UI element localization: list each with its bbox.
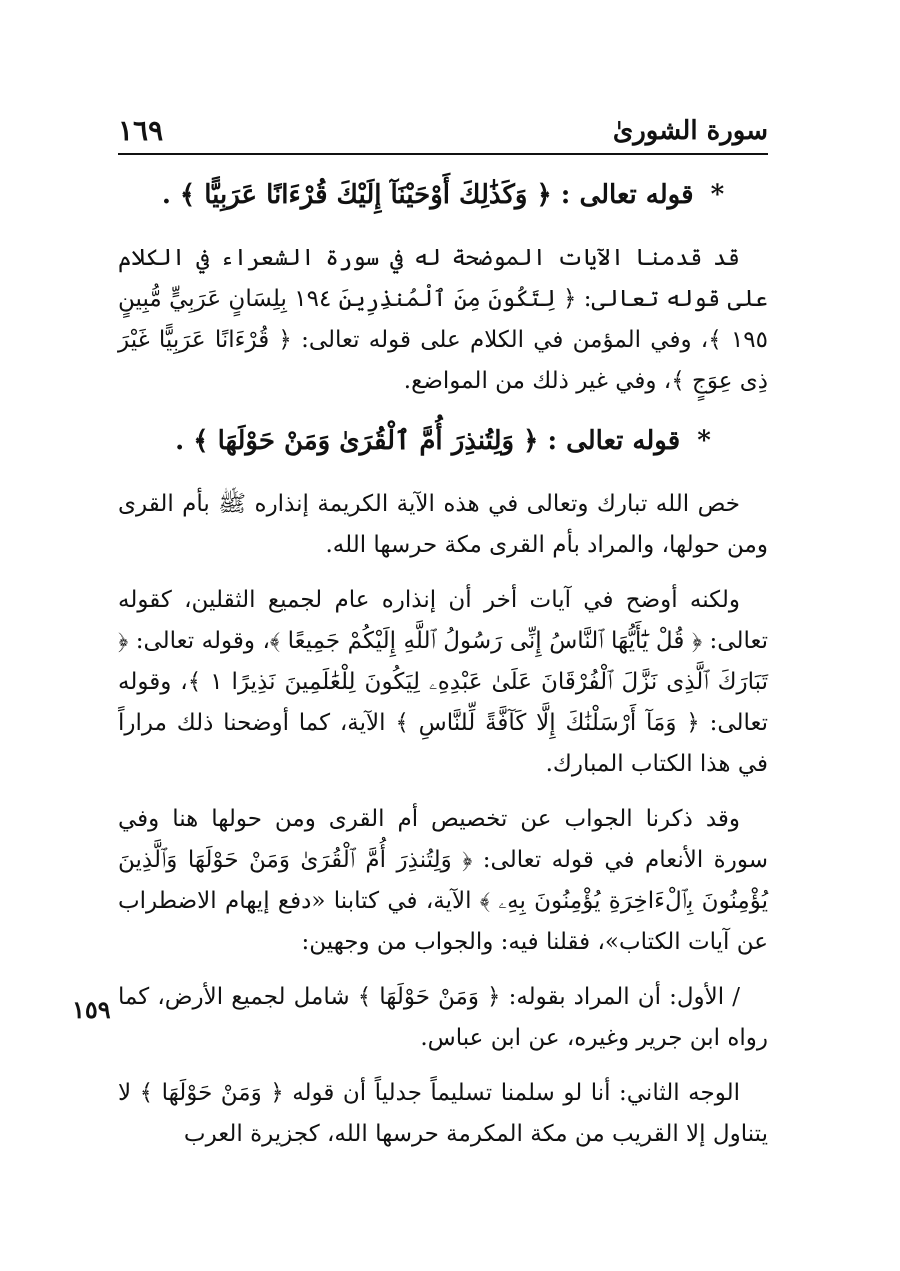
star-marker: * <box>710 180 725 210</box>
paragraph: قد قدمنا الآيات الموضحة له في سورة الشعراء في الكلام على قوله تعالى: ﴿ لِتَكُونَ مِنَ ٱلْمُنذِرِينَ ١٩٤ بِلِسَانٍ عَرَبِيٍّ مُّبِينٍ ١٩٥ ﴾، وفي المؤمن في الكلام على قوله تعالى: ﴿ قُرْءَانًا عَرَبِيًّا غَيْرَ ذِى عِوَجٍ ﴾، وفي غير ذلك من المواضع. <box>118 245 768 394</box>
heading-tail: . <box>161 180 180 210</box>
paragraph: وقد ذكرنا الجواب عن تخصيص أم القرى ومن حولها هنا وفي سورة الأنعام في قوله تعالى: ﴿ وَلِتُنذِرَ أُمَّ ٱلْقُرَىٰ وَمَنْ حَوْلَهَا وَٱلَّذِينَ يُؤْمِنُونَ بِٱلْءَاخِرَةِ يُؤْمِنُونَ بِهِۦ ﴾ الآية، في كتابنا «دفع إيهام الاضطراب عن آيات الكتاب»، فقلنا فيه: والجواب من وجهين: <box>118 806 768 955</box>
sura-title: سورة الشورىٰ <box>612 116 768 146</box>
star-marker: * <box>697 426 711 456</box>
quran-verse: ﴿ وَكَذَٰلِكَ أَوْحَيْنَآ إِلَيْكَ قُرْءَانًا عَرَبِيًّا ﴾ <box>179 180 552 210</box>
paragraph: ولكنه أوضح في آيات أخر أن إنذاره عام لجميع الثقلين، كقوله تعالى: ﴿ قُلْ يَٰٓأَيُّهَا ٱلنَّاسُ إِنِّى رَسُولُ ٱللَّهِ إِلَيْكُمْ جَمِيعًا ﴾، وقوله تعالى: ﴿ تَبَارَكَ ٱلَّذِى نَزَّلَ ٱلْفُرْقَانَ عَلَىٰ عَبْدِهِۦ لِيَكُونَ لِلْعَٰلَمِينَ نَذِيرًا ١ ﴾، وقوله تعالى: ﴿ وَمَآ أَرْسَلْنَٰكَ إِلَّا كَآفَّةً لِّلنَّاسِ ﴾ الآية، كما أوضحنا ذلك مراراً في هذا الكتاب المبارك. <box>118 587 768 777</box>
verse-heading <box>118 170 768 220</box>
heading-lead: قوله تعالى : <box>560 180 694 210</box>
heading-lead: قوله تعالى : <box>547 426 681 456</box>
verse-heading <box>118 416 768 466</box>
heading-tail: . <box>175 426 194 456</box>
page-header <box>118 112 768 152</box>
page-number: ١٦٩ <box>118 114 164 147</box>
paragraph: / الأول: أن المراد بقوله: ﴿ وَمَنْ حَوْلَهَا ﴾ شامل لجميع الأرض، كما رواه ابن جرير وغيره، عن ابن عباس. <box>118 984 768 1051</box>
page-body <box>118 170 768 1169</box>
paragraph: الوجه الثاني: أنا لو سلمنا تسليماً جدلياً أن قوله ﴿ وَمَنْ حَوْلَهَا ﴾ لا يتناول إلا القريب من مكة المكرمة حرسها الله، كجزيرة العرب <box>118 1080 768 1147</box>
margin-page-number: ١٥٩ <box>72 995 111 1024</box>
header-rule <box>118 153 768 155</box>
quran-verse: ﴿ وَلِتُنذِرَ أُمَّ ٱلْقُرَىٰ وَمَنْ حَوْلَهَا ﴾ <box>193 426 539 456</box>
paragraph: خص الله تبارك وتعالى في هذه الآية الكريمة إنذاره ﷺ بأم القرى ومن حولها، والمراد بأم القرى مكة حرسها الله. <box>118 491 768 558</box>
